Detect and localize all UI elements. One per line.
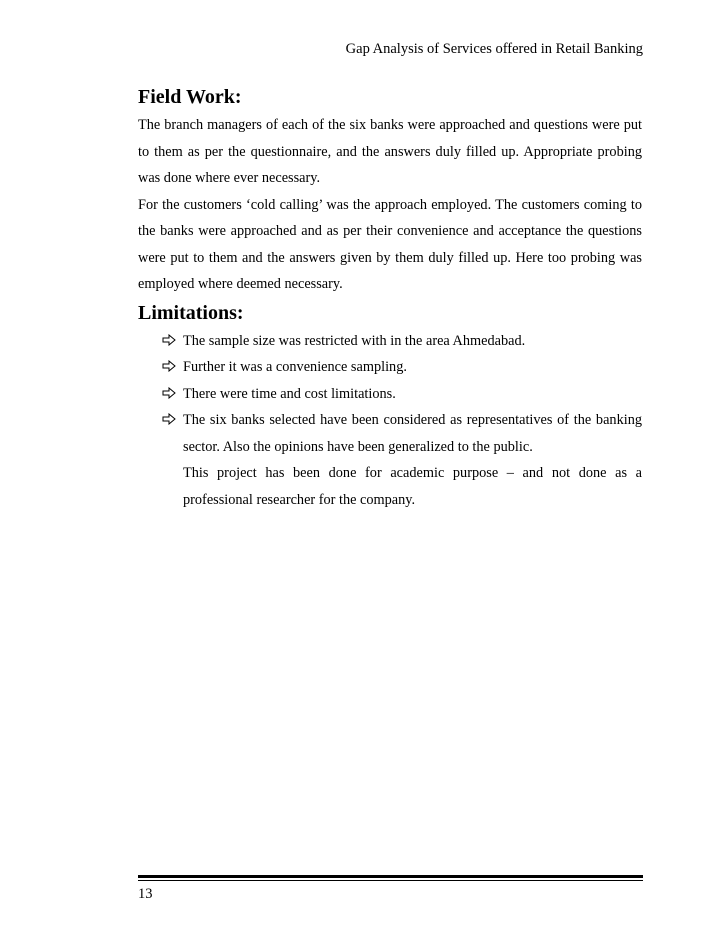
running-header: Gap Analysis of Services offered in Retail Banking [345,41,643,57]
page-content [138,84,642,513]
limitations-list [138,328,642,461]
hollow-right-arrow-icon [162,413,176,425]
list-item [138,354,642,381]
list-item-text: There were time and cost limitations. [183,385,396,402]
limitations-heading: Limitations: [138,301,244,324]
list-item-text: Further it was a convenience sampling. [183,359,407,375]
field-work-heading: Field Work: [138,86,242,108]
list-item [138,328,642,355]
limitations-continuation: This project has been done for academic purpose – and not done as a professional researcher for the company. [183,465,642,508]
list-item-text: The sample size was restricted with in the area Ahmedabad. [183,332,526,349]
footer-rule-thin [138,880,643,881]
field-work-paragraph-1: The branch managers of each of the six banks were approached and questions were put to them as per the questionnaire, and the answers duly filled up. Appropriate probing was done where ever necessary. [138,117,642,186]
hollow-right-arrow-icon [162,360,176,372]
hollow-right-arrow-icon [162,387,176,399]
field-work-paragraph-2: For the customers ‘cold calling’ was the approach employed. The customers coming to the banks were approached and as per their convenience and acceptance the questions were put to them and the answers given by them duly filled up. Here too probing was employed where deemed necessary. [138,196,642,292]
list-item [138,381,642,408]
list-item [138,407,642,460]
list-item-text: The six banks selected have been considered as representatives of the banking sector. Also the opinions have been generalized to the public. [183,412,642,455]
page-number: 13 [138,886,153,902]
footer-rule [138,875,643,878]
hollow-right-arrow-icon [162,334,176,346]
